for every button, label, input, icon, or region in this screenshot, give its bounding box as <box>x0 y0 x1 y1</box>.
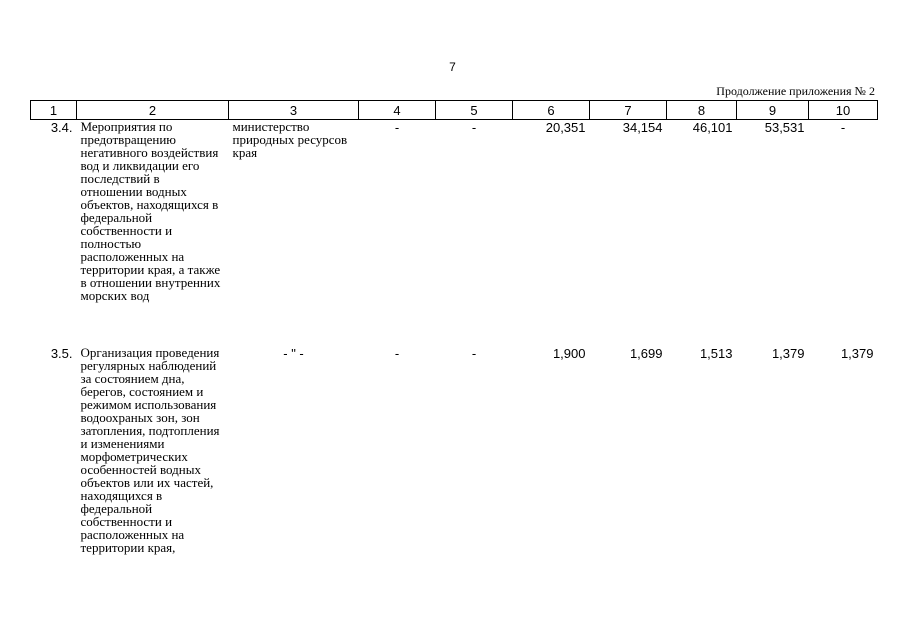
table-row <box>31 120 878 341</box>
row-col-9: 53,531 <box>764 120 805 135</box>
row-col-8: 1,513 <box>699 346 733 361</box>
header-cell-6: 6 <box>513 101 590 120</box>
row-executor: министерство природных ресурсов края <box>232 119 348 160</box>
row-executor: - " - <box>283 346 304 361</box>
header-cell-8: 8 <box>667 101 737 120</box>
row-col-9: 1,379 <box>771 346 805 361</box>
header-cell-5: 5 <box>436 101 513 120</box>
row-number: 3.4. <box>50 120 73 135</box>
row-col-6: 1,900 <box>552 346 586 361</box>
row-description: Мероприятия по предотвращению негативного воздействия вод и ликвидации его последствий в отношении водных объектов, находящихся в федеральной собственности и полностью расположенных на территории края, а также в отношении внутренних морских вод <box>80 119 221 303</box>
row-col-4: - <box>394 346 400 361</box>
row-col-10: 1,379 <box>840 346 874 361</box>
header-cell-1: 1 <box>31 101 77 120</box>
row-col-5: - <box>471 346 477 361</box>
row-col-8: 46,101 <box>692 120 733 135</box>
row-number: 3.5. <box>50 346 73 361</box>
row-col-5: - <box>471 120 477 135</box>
row-col-10: - <box>840 120 846 135</box>
table-header-row <box>31 101 878 120</box>
header-cell-2: 2 <box>77 101 229 120</box>
table-row <box>31 340 878 554</box>
appendix-table <box>30 100 878 554</box>
header-cell-10: 10 <box>809 101 878 120</box>
row-col-6: 20,351 <box>545 120 586 135</box>
header-cell-9: 9 <box>737 101 809 120</box>
page-number: 7 <box>449 60 456 74</box>
row-col-7: 1,699 <box>629 346 663 361</box>
header-cell-7: 7 <box>590 101 667 120</box>
row-col-7: 34,154 <box>622 120 663 135</box>
header-cell-3: 3 <box>229 101 359 120</box>
appendix-continuation-label: Продолжение приложения № 2 <box>716 84 875 98</box>
row-description: Организация проведения регулярных наблюдений за состоянием дна, берегов, состоянием и режимом использования водоохраных зон, зон затопления, подтопления и изменениями морфометрических особенностей водных объектов или их частей, находящихся в федеральной собственности и расположенных на территории края, <box>80 345 220 555</box>
row-col-4: - <box>394 120 400 135</box>
header-cell-4: 4 <box>359 101 436 120</box>
